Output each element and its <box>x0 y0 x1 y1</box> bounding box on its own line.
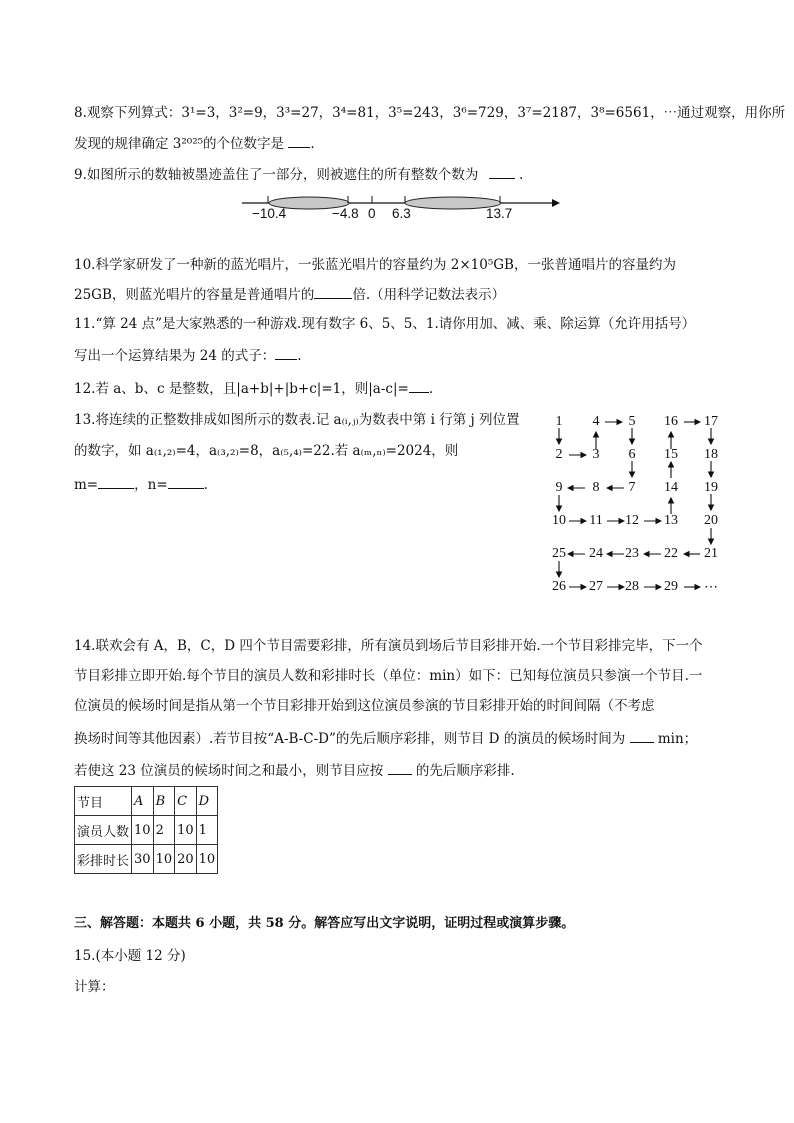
table-cell: 彩排时长 <box>75 845 132 874</box>
grid-num: 5 <box>628 414 636 429</box>
q12-answer-blank <box>409 378 429 393</box>
q13-m-blank <box>98 474 134 489</box>
grid-num: 13 <box>664 513 678 528</box>
q13-line1: 13.将连续的正整数排成如图所示的数表.记 a₍ᵢ,ⱼ₎为数表中第 i 行第 j 列位置 <box>74 412 520 428</box>
q13-n-blank <box>168 474 204 489</box>
grid-num: 7 <box>628 480 636 495</box>
grid-num: 4 <box>592 414 600 429</box>
grid-num: 24 <box>589 546 603 561</box>
q11-answer-blank <box>275 345 297 360</box>
grid-num: 23 <box>625 546 639 561</box>
table-cell: 节目 <box>75 787 132 816</box>
label-neg-4-8: −4.8 <box>332 206 359 221</box>
grid-num: 22 <box>664 546 678 561</box>
number-table-arrows <box>540 408 740 608</box>
q14-line3: 位演员的候场时间是指从第一个节目彩排开始到这位演员参演的节目彩排开始的时间间隔（不考虑 <box>74 698 655 714</box>
label-13-7: 13.7 <box>486 206 513 221</box>
table-cell: 10 <box>153 845 175 874</box>
grid-num: 20 <box>704 513 718 528</box>
grid-num: 6 <box>628 447 636 462</box>
section-3-title: 三、解答题：本题共 6 小题，共 58 分。解答应写出文字说明，证明过程或演算步骤。 <box>74 916 575 931</box>
grid-num: 16 <box>664 414 678 429</box>
q8-line2-text: 发现的规律确定 3²⁰²⁵的个位数字是 <box>74 136 285 152</box>
table-cell: B <box>153 787 175 816</box>
q11-line2: 写出一个运算结果为 24 的式子： . <box>74 345 302 366</box>
q8-answer-blank <box>288 133 310 148</box>
table-header-row <box>75 787 218 816</box>
table-cell: 演员人数 <box>75 816 132 845</box>
grid-num: ⋯ <box>704 580 718 595</box>
table-cell: 30 <box>132 845 154 874</box>
q14-line4b: min； <box>657 731 698 747</box>
q8-line1: 8.观察下列算式：3¹=3，3²=9，3³=27，3⁴=81，3⁵=243，3⁶=729，3⁷=2187，3⁸=6561，⋯通过观察，用你所 <box>74 105 786 121</box>
q15-title: 15.(本小题 12 分) <box>74 948 186 964</box>
number-table-figure <box>540 408 740 608</box>
q14-line4a: 换场时间等其他因素）.若节目按“A-B-C-D”的先后顺序彩排，则节目 D 的演员的候场时间为 <box>74 731 626 747</box>
q10-line1: 10.科学家研发了一种新的蓝光唱片，一张蓝光唱片的容量约为 2×10⁵GB，一张普通唱片的容量约为 <box>74 257 676 273</box>
q10-answer-blank <box>314 284 352 299</box>
table-cell: A <box>132 787 154 816</box>
table-cell: 1 <box>196 816 218 845</box>
q14-line5b: 的先后顺序彩排. <box>415 763 515 779</box>
q14-line4 <box>74 728 697 749</box>
q14-line5 <box>74 760 515 781</box>
q9-answer-blank <box>489 164 515 179</box>
q14-line2: 节目彩排立即开始.每个节目的演员人数和彩排时长（单位：min）如下：已知每位演员只参演一个节目.一 <box>74 668 703 684</box>
grid-num: 14 <box>664 480 678 495</box>
grid-num: 26 <box>552 579 566 594</box>
q15-prompt: 计算： <box>74 979 115 995</box>
q10-line2a: 25GB，则蓝光唱片的容量是普通唱片的 <box>74 287 315 303</box>
table-cell: C <box>175 787 197 816</box>
table-row <box>75 845 218 874</box>
grid-num: 2 <box>555 447 563 462</box>
grid-num: 12 <box>625 513 639 528</box>
grid-num: 18 <box>704 447 718 462</box>
q10-line2 <box>74 284 505 305</box>
table-cell: 2 <box>153 816 175 845</box>
q8-line2: 发现的规律确定 3²⁰²⁵的个位数字是 . <box>74 133 315 154</box>
q10-line2b: 倍.（用科学记数法表示） <box>352 287 506 303</box>
q13-line3: m= ，n= . <box>74 474 208 495</box>
q14-wait-blank <box>630 728 654 743</box>
q13-n-label: n= <box>147 477 168 493</box>
grid-num: 9 <box>555 480 563 495</box>
q11-line1: 11.“算 24 点”是大家熟悉的一种游戏.现有数字 6、5、5、1.请你用加、减、乘、除运算（允许用括号） <box>74 316 696 332</box>
label-neg-10-4: −10.4 <box>252 206 287 221</box>
grid-num: 27 <box>589 579 603 594</box>
table-cell: 20 <box>175 845 197 874</box>
q14-line1: 14.联欢会有 A，B，C，D 四个节目需要彩排，所有演员到场后节目彩排开始.一个节目彩排完毕，下一个 <box>74 638 703 654</box>
table-cell: 10 <box>175 816 197 845</box>
number-line-arrow <box>552 199 560 207</box>
q14-line5a: 若使这 23 位演员的候场时间之和最小，则节目应按 <box>74 763 384 779</box>
grid-num: 28 <box>625 579 639 594</box>
grid-num: 3 <box>592 447 600 462</box>
grid-num: 29 <box>664 579 678 594</box>
q12-text: 12.若 a、b、c 是整数，且|a+b|+|b+c|=1，则|a-c|= <box>74 381 409 397</box>
label-6-3: 6.3 <box>392 206 411 221</box>
grid-num: 15 <box>664 447 678 462</box>
label-zero: 0 <box>368 206 376 221</box>
grid-num: 11 <box>589 513 603 528</box>
grid-num: 8 <box>592 480 600 495</box>
q9-text-row: 9.如图所示的数轴被墨迹盖住了一部分，则被遮住的所有整数个数为 . <box>74 164 523 185</box>
grid-num: 10 <box>552 513 566 528</box>
q9-text: 9.如图所示的数轴被墨迹盖住了一部分，则被遮住的所有整数个数为 <box>74 167 479 183</box>
grid-num: 1 <box>555 414 563 429</box>
q13-m-label: m= <box>74 477 99 493</box>
grid-num: 17 <box>704 414 718 429</box>
table-cell: D <box>196 787 218 816</box>
q11-line2-text: 写出一个运算结果为 24 的式子： <box>74 348 276 364</box>
table-row <box>75 816 218 845</box>
grid-num: 19 <box>704 480 718 495</box>
grid-num: 21 <box>704 546 718 561</box>
q12-row: 12.若 a、b、c 是整数，且|a+b|+|b+c|=1，则|a-c|= . <box>74 378 433 399</box>
table-cell: 10 <box>196 845 218 874</box>
table-cell: 10 <box>132 816 154 845</box>
q13-line2: 的数字，如 a₍₁,₂₎=4，a₍₃,₂₎=8，a₍₅,₄₎=22.若 a₍ₘ,ₙ₎=2024，则 <box>74 443 459 459</box>
q14-order-blank <box>388 760 412 775</box>
grid-num: 25 <box>552 546 566 561</box>
program-table <box>74 786 218 874</box>
